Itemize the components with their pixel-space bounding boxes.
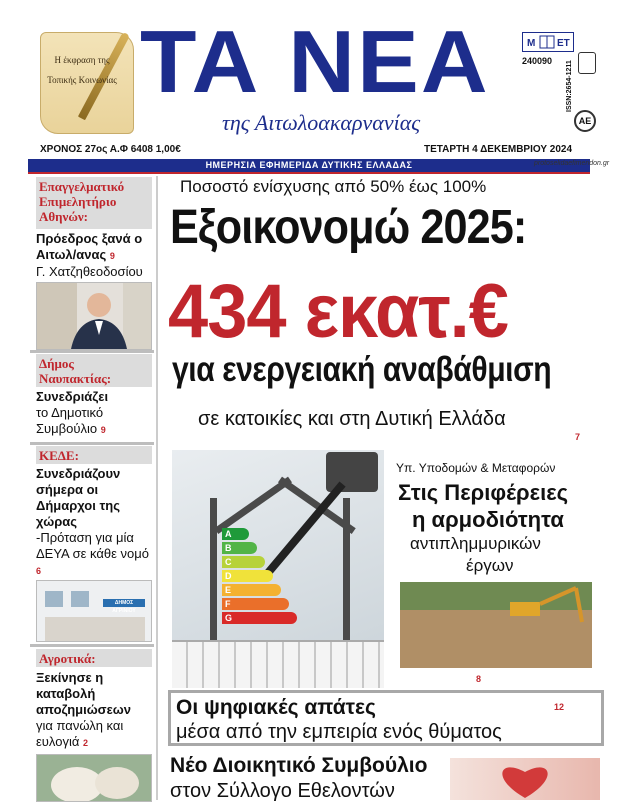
sidebar-story[interactable] — [36, 389, 154, 438]
page-ref: 6 — [36, 566, 42, 576]
page-ref: 9 — [109, 251, 115, 261]
eia-icon — [578, 52, 596, 74]
sidebar-section-label: Αγροτικά: — [36, 649, 152, 667]
sheep-icon — [37, 755, 151, 801]
masthead-divider — [28, 172, 590, 174]
aeo-seal-icon: ΑΕ — [574, 110, 596, 132]
headline-primary[interactable]: Εξοικονομώ 2025: — [170, 201, 527, 254]
heart-icon — [450, 758, 600, 800]
svg-text:Μ: Μ — [527, 38, 536, 49]
met-code: 240090 — [522, 56, 553, 66]
sidebar-story-name: Γ. Χατζηθεοδοσίου — [36, 264, 143, 279]
story-kicker: Υπ. Υποδομών & Μεταφορών — [396, 461, 556, 475]
energy-rating-bar: F — [222, 598, 289, 610]
slogan-text: Η έκφραση της Τοπικής Κοινωνίας — [47, 55, 117, 85]
book-icon — [523, 33, 573, 51]
sidebar-story-text: το Δημοτικό Συμβούλιο — [36, 405, 104, 436]
sidebar-section-label: ΚΕΔΕ: — [36, 446, 152, 464]
sidebar-story-text: -Πρόταση για μία ΔΕΥΑ σε κάθε νομό — [36, 530, 150, 561]
sidebar-section-label: Δήμος Ναυπακτίας: — [36, 354, 152, 387]
svg-text:ΕΤ: ΕΤ — [557, 38, 570, 49]
energy-rating-bar: B — [222, 542, 257, 554]
fraud-headline[interactable]: Οι ψηφιακές απάτες — [176, 696, 376, 719]
page-ref: 9 — [100, 425, 106, 435]
heart-photo — [450, 758, 600, 800]
story-subline-2: έργων — [466, 556, 514, 575]
sidebar-story[interactable] — [36, 231, 154, 280]
calculator-icon — [326, 452, 378, 492]
tagline-bar: ΗΜΕΡΗΣΙΑ ΕΦΗΜΕΡΙΔΑ ΔΥΤΙΚΗΣ ΕΛΛΑΔΑΣ — [28, 159, 590, 172]
story-headline[interactable]: Στις Περιφέρειες — [398, 480, 569, 505]
sidebar-story-title: Συνεδριάζει — [36, 389, 109, 404]
story-subline: αντιπλημμυρικών — [410, 534, 541, 553]
issue-info: ΧΡΟΝΟΣ 27ος Α.Φ 6408 1,00€ — [40, 144, 181, 155]
sidebar-divider — [30, 644, 154, 647]
excavator-icon — [400, 582, 592, 668]
keyboard-icon — [172, 640, 384, 688]
headline-secondary[interactable]: για ενεργειακή αναβάθμιση — [172, 350, 552, 389]
headline-amount[interactable]: 434 εκατ.€ — [168, 269, 508, 354]
met-registry-badge — [522, 32, 574, 52]
page-ref: 2 — [82, 738, 88, 748]
headline-subline: σε κατοικίες και στη Δυτική Ελλάδα — [198, 408, 506, 430]
sidebar-story-title: Πρόεδρος ξανά ο Αιτωλ/ανας — [36, 231, 143, 262]
newspaper-logo[interactable]: ΤΑ ΝΕΑ — [140, 12, 490, 111]
issn: ISSN:2654-1211 — [566, 60, 573, 112]
sidebar-story-title: Συνεδριάζουν σήμερα οι Δήμαρχοι της χώρας — [36, 466, 121, 529]
bottom-headline[interactable]: Νέο Διοικητικό Συμβούλιο — [170, 754, 428, 777]
sheep-photo — [36, 754, 152, 802]
sidebar-story[interactable] — [36, 466, 154, 579]
page-ref: 8 — [476, 674, 482, 684]
sidebar-story-text: για πανώλη και ευλογιά — [36, 718, 124, 749]
energy-rating-bar: D — [222, 570, 273, 582]
sidebar-divider — [30, 350, 154, 353]
portrait-photo — [36, 282, 152, 350]
source-site[interactable]: protoselidaefimeridon.gr — [534, 160, 610, 167]
energy-rating-bar: A — [222, 528, 249, 540]
sidebar-story-title: Ξεκίνησε η καταβολή αποζημιώσεων — [36, 670, 131, 717]
flood-works-photo — [400, 582, 592, 668]
sidebar-story[interactable] — [36, 670, 154, 751]
energy-rating-bar: C — [222, 556, 265, 568]
bottom-subline: στον Σύλλογο Εθελοντών — [170, 780, 395, 802]
sidebar-section-label: Επαγγελματικό Επιμελητήριο Αθηνών: — [36, 177, 152, 229]
building-sign: ΔΗΜΟΣ ΑΓΡΙΝΙΟΥ — [112, 600, 136, 614]
page-ref: 7 — [575, 432, 581, 442]
issue-date: ΤΕΤΑΡΤΗ 4 ΔΕΚΕΜΒΡΙΟΥ 2024 — [424, 144, 573, 155]
fraud-subline: μέσα από την εμπειρία ενός θύματος — [176, 721, 502, 743]
headline-kicker: Ποσοστό ενίσχυσης από 50% έως 100% — [180, 177, 487, 196]
energy-rating-bar: G — [222, 612, 297, 624]
energy-rating-bar: E — [222, 584, 281, 596]
page-ref: 12 — [554, 702, 565, 712]
story-headline-2[interactable]: η αρμοδιότητα — [412, 507, 564, 532]
person-photo-icon — [37, 283, 151, 349]
newspaper-subtitle: της Αιτωλοακαρνανίας — [222, 110, 421, 135]
sidebar-divider — [30, 442, 154, 445]
building-photo — [36, 580, 152, 642]
